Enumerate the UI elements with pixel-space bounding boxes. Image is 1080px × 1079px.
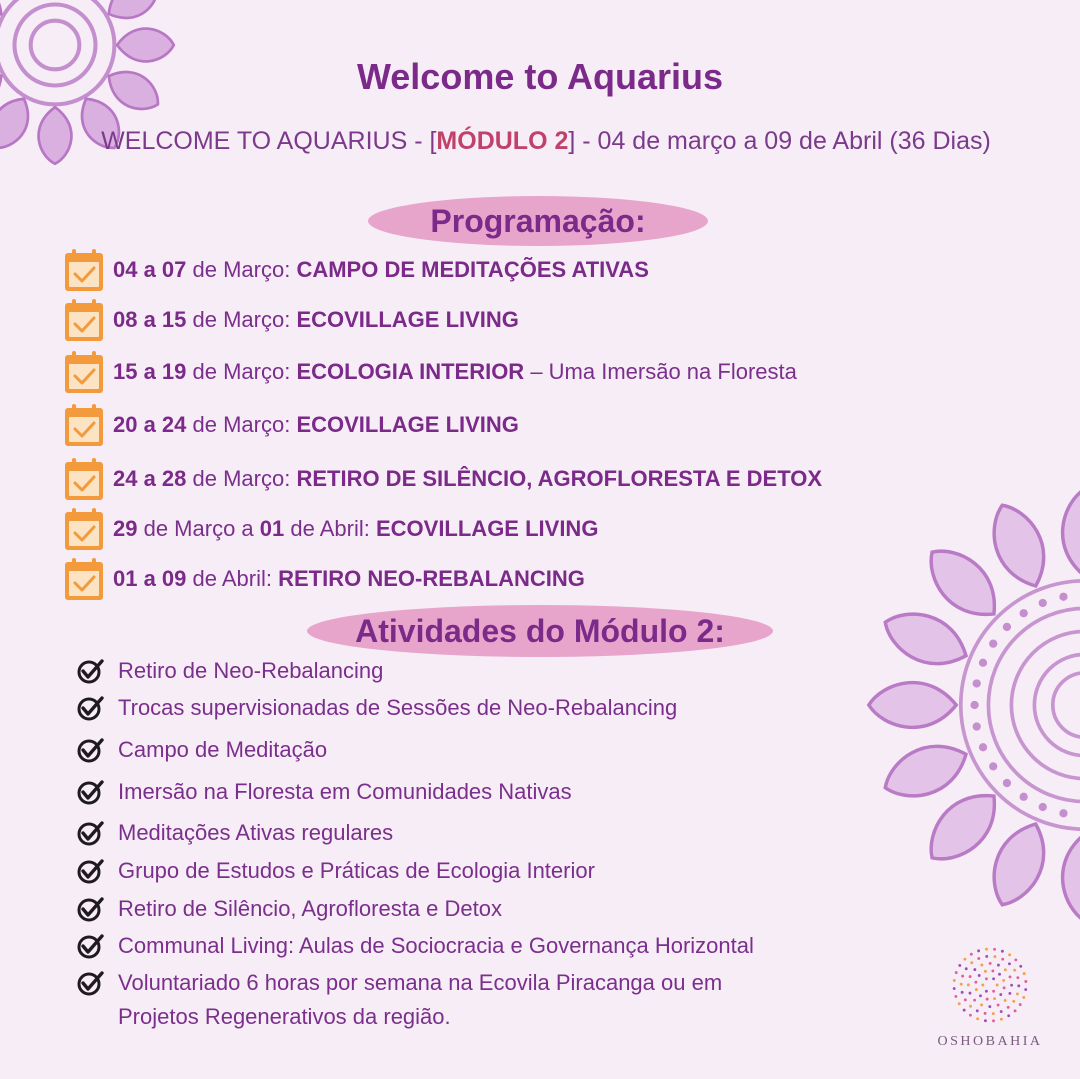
- logo-dot: [1002, 979, 1005, 982]
- mandala-dot: [1003, 623, 1011, 631]
- logo-dot: [969, 1014, 972, 1017]
- logo-dot: [954, 995, 957, 998]
- schedule-item-bold: RETIRO DE SILÊNCIO, AGROFLORESTA E DETOX: [296, 466, 823, 491]
- atividades-heading: Atividades do Módulo 2:: [307, 605, 773, 657]
- logo-dot: [969, 975, 972, 978]
- schedule-item-bold: ECOVILLAGE LIVING: [375, 516, 599, 541]
- activity-item: [76, 1000, 451, 1034]
- logo-dot: [1008, 992, 1011, 995]
- mandala-dot: [1020, 609, 1028, 617]
- schedule-item: [64, 457, 822, 501]
- schedule-item-bold: 15 a 19: [113, 359, 187, 384]
- check-circle-icon: [76, 657, 104, 685]
- mandala-dot: [1059, 593, 1067, 601]
- logo-dot: [1001, 958, 1004, 961]
- logo-dot: [1014, 958, 1017, 961]
- logo-dot: [1019, 1003, 1022, 1006]
- schedule-item: [64, 248, 649, 292]
- activity-text: Voluntariado 6 horas por semana na Ecovila Piracanga ou em: [118, 970, 723, 995]
- logo-dot: [974, 981, 977, 984]
- schedule-item-normal: de Março:: [186, 466, 297, 491]
- activity-text: Campo de Meditação: [118, 737, 328, 762]
- activity-item: [76, 816, 393, 850]
- mandala-petal: [877, 734, 975, 809]
- mandala-dot: [989, 762, 997, 770]
- logo-dot: [961, 975, 964, 978]
- logo-dot: [969, 992, 972, 995]
- calendar-check-icon: [64, 457, 104, 501]
- mandala-dot: [973, 679, 981, 687]
- logo-dot: [970, 961, 973, 964]
- logo-dot: [1019, 965, 1022, 968]
- logo-dot: [1003, 986, 1006, 989]
- logo-dot: [993, 997, 996, 1000]
- activity-text: Grupo de Estudos e Práticas de Ecologia Interior: [118, 858, 595, 883]
- activity-text: Projetos Regenerativos da região.: [118, 1004, 451, 1029]
- calendar-check-icon: [64, 507, 104, 551]
- check-circle-icon: [76, 736, 104, 764]
- logo-dot: [958, 964, 961, 967]
- logo-dot: [980, 1003, 983, 1006]
- logo-dot: [955, 971, 958, 974]
- logo-dot: [976, 1017, 979, 1020]
- mandala-dot: [1020, 793, 1028, 801]
- logo-dot: [964, 998, 967, 1001]
- logo-dot: [986, 998, 989, 1001]
- schedule-item-normal: de Março:: [186, 307, 297, 332]
- logo-dot: [1001, 950, 1004, 953]
- activity-text: Retiro de Silêncio, Agrofloresta e Detox: [118, 896, 502, 921]
- logo-dot: [1007, 1014, 1010, 1017]
- mandala-dot: [1059, 809, 1067, 817]
- logo-dot: [992, 1019, 995, 1022]
- check-circle-icon: [76, 969, 104, 997]
- logo-dot: [999, 993, 1002, 996]
- schedule-item-bold: 08 a 15: [113, 307, 187, 332]
- logo-dot: [976, 1009, 979, 1012]
- logo-dot: [977, 949, 980, 952]
- schedule-item: [64, 557, 585, 601]
- schedule-item-text: [113, 359, 797, 385]
- schedule-item: [64, 507, 598, 551]
- schedule-item-bold: ECOVILLAGE LIVING: [296, 307, 519, 332]
- logo-dot: [993, 948, 996, 951]
- mandala-dot: [979, 659, 987, 667]
- calendar-check-icon: [64, 557, 104, 601]
- logo-dot: [988, 1005, 991, 1008]
- logo-dot: [1023, 972, 1026, 975]
- logo-dot: [997, 1004, 1000, 1007]
- schedule-item-bold: 20 a 24: [113, 412, 187, 437]
- logo-dot: [985, 955, 988, 958]
- check-circle-icon: [76, 932, 104, 960]
- logo-dot: [953, 987, 956, 990]
- logo-dot: [1000, 1010, 1003, 1013]
- schedule-item-text: [113, 412, 519, 438]
- logo-dot: [979, 994, 982, 997]
- oshobahia-logo-icon: [945, 940, 1035, 1030]
- activity-item: [76, 733, 327, 767]
- calendar-check-icon: [64, 403, 104, 447]
- schedule-item-text: [113, 257, 649, 283]
- logo-dot: [991, 969, 994, 972]
- logo-dot: [992, 1012, 995, 1015]
- logo-dot: [1017, 984, 1020, 987]
- mandala-dot: [973, 722, 981, 730]
- logo-dot: [1004, 968, 1007, 971]
- subtitle-module: MÓDULO 2: [436, 127, 569, 155]
- activity-item: [76, 775, 572, 809]
- programacao-heading: Programação:: [368, 196, 708, 246]
- logo-dot: [953, 979, 956, 982]
- subtitle: [0, 127, 1080, 156]
- check-circle-icon: [76, 895, 104, 923]
- activity-item: [76, 691, 677, 725]
- logo-dot: [984, 1012, 987, 1015]
- schedule-item-bold: ECOLOGIA INTERIOR: [296, 359, 525, 384]
- logo-dot: [970, 953, 973, 956]
- logo-dot: [996, 984, 999, 987]
- logo-dot: [975, 988, 978, 991]
- logo-dot: [1024, 988, 1027, 991]
- schedule-item-bold: CAMPO DE MEDITAÇÕES ATIVAS: [296, 257, 649, 282]
- mandala-petal: [982, 497, 1057, 595]
- activity-text: Meditações Ativas regulares: [118, 820, 394, 845]
- logo-dot: [960, 983, 963, 986]
- mandala-petal: [877, 602, 975, 677]
- logo-dot: [1009, 975, 1012, 978]
- schedule-item-normal: de Março:: [186, 359, 297, 384]
- calendar-check-icon: [64, 350, 104, 394]
- logo-dot: [1012, 1000, 1015, 1003]
- logo-dot: [1007, 1006, 1010, 1009]
- logo-dot: [969, 1005, 972, 1008]
- mandala-dot: [1039, 599, 1047, 607]
- schedule-item-bold: RETIRO NEO-REBALANCING: [278, 566, 585, 591]
- logo-dot: [981, 984, 984, 987]
- logo-dot: [985, 948, 988, 951]
- activity-item: [76, 892, 502, 926]
- logo-dot: [958, 1002, 961, 1005]
- logo-dot: [973, 968, 976, 971]
- schedule-item-bold: 29: [113, 516, 138, 541]
- activity-text: Trocas supervisionadas de Sessões de Neo-Rebalancing: [118, 695, 678, 720]
- schedule-item-normal: de Março:: [186, 257, 297, 282]
- logo-dot: [1008, 962, 1011, 965]
- mandala-petal: [1063, 834, 1080, 921]
- schedule-item-bold: 01: [259, 516, 285, 541]
- check-circle-icon: [76, 819, 104, 847]
- logo-dot: [992, 977, 995, 980]
- logo-dot: [973, 999, 976, 1002]
- logo-dot: [997, 964, 1000, 967]
- page-title: Welcome to Aquarius: [356, 56, 724, 97]
- schedule-item-bold: ECOVILLAGE LIVING: [296, 412, 519, 437]
- logo-dot: [992, 990, 995, 993]
- schedule-item-text: [113, 466, 822, 492]
- logo-dot: [984, 1019, 987, 1022]
- mandala-petal: [982, 815, 1057, 913]
- schedule-item-bold: 01 a 09: [113, 566, 187, 591]
- activity-item: [76, 929, 754, 963]
- subtitle-suffix: ] - 04 de março a 09 de Abril (36 Dias): [568, 127, 991, 155]
- logo-dot: [1010, 984, 1013, 987]
- logo-dot: [977, 957, 980, 960]
- mandala-dot: [970, 701, 978, 709]
- activity-item: [76, 854, 595, 888]
- logo-dot: [1016, 976, 1019, 979]
- schedule-item-normal: de Março:: [186, 412, 297, 437]
- logo-dot: [998, 973, 1001, 976]
- logo-dot: [993, 955, 996, 958]
- schedule-item-bold: 04 a 07: [113, 257, 187, 282]
- check-circle-icon: [76, 778, 104, 806]
- schedule-item-text: [113, 566, 585, 592]
- logo-dot: [1024, 980, 1027, 983]
- schedule-item: [64, 403, 519, 447]
- schedule-item: [64, 350, 797, 394]
- subtitle-prefix: WELCOME TO AQUARIUS - [: [101, 127, 437, 155]
- logo-dot: [1008, 953, 1011, 956]
- activity-text: Imersão na Floresta em Comunidades Nativas: [118, 779, 572, 804]
- activity-text: Retiro de Neo-Rebalancing: [118, 658, 384, 683]
- logo-dot: [1000, 1018, 1003, 1021]
- mandala-right-icon: [855, 475, 1080, 935]
- activity-item: [76, 966, 722, 1000]
- mandala-petal: [1063, 489, 1080, 576]
- logo-dot: [984, 970, 987, 973]
- mandala-dot: [989, 640, 997, 648]
- calendar-check-icon: [64, 248, 104, 292]
- check-circle-icon: [76, 694, 104, 722]
- activity-text: Communal Living: Aulas de Sociocracia e Governança Horizontal: [118, 933, 754, 958]
- logo-dot: [1022, 996, 1025, 999]
- logo-dot: [1014, 1009, 1017, 1012]
- logo-dot: [1016, 992, 1019, 995]
- check-circle-icon: [76, 857, 104, 885]
- logo-dot: [963, 958, 966, 961]
- logo-dot: [980, 964, 983, 967]
- schedule-item-normal: de Março a: [137, 516, 260, 541]
- mandala-dot: [1039, 803, 1047, 811]
- logo-dot: [989, 962, 992, 965]
- schedule-item-normal: de Abril:: [186, 566, 279, 591]
- logo-dot: [1004, 999, 1007, 1002]
- schedule-item: [64, 298, 519, 342]
- activity-item: [76, 654, 383, 688]
- logo-dot: [961, 991, 964, 994]
- logo-dot: [985, 990, 988, 993]
- logo-dot: [985, 977, 988, 980]
- schedule-item-text: [113, 307, 519, 333]
- schedule-item-text: [113, 516, 598, 542]
- schedule-item-bold: 24 a 28: [113, 466, 187, 491]
- logo-dot: [978, 974, 981, 977]
- schedule-item-normal: de Abril:: [284, 516, 376, 541]
- calendar-check-icon: [64, 298, 104, 342]
- logo-dot: [963, 1009, 966, 1012]
- logo-dot: [1013, 969, 1016, 972]
- logo-dot: [965, 967, 968, 970]
- mandala-dot: [1003, 779, 1011, 787]
- logo-text: OSHOBAHIA: [937, 1034, 1043, 1049]
- logo-dot: [967, 983, 970, 986]
- mandala-dot: [979, 743, 987, 751]
- mandala-petal: [869, 683, 956, 728]
- schedule-item-normal: – Uma Imersão na Floresta: [524, 359, 797, 384]
